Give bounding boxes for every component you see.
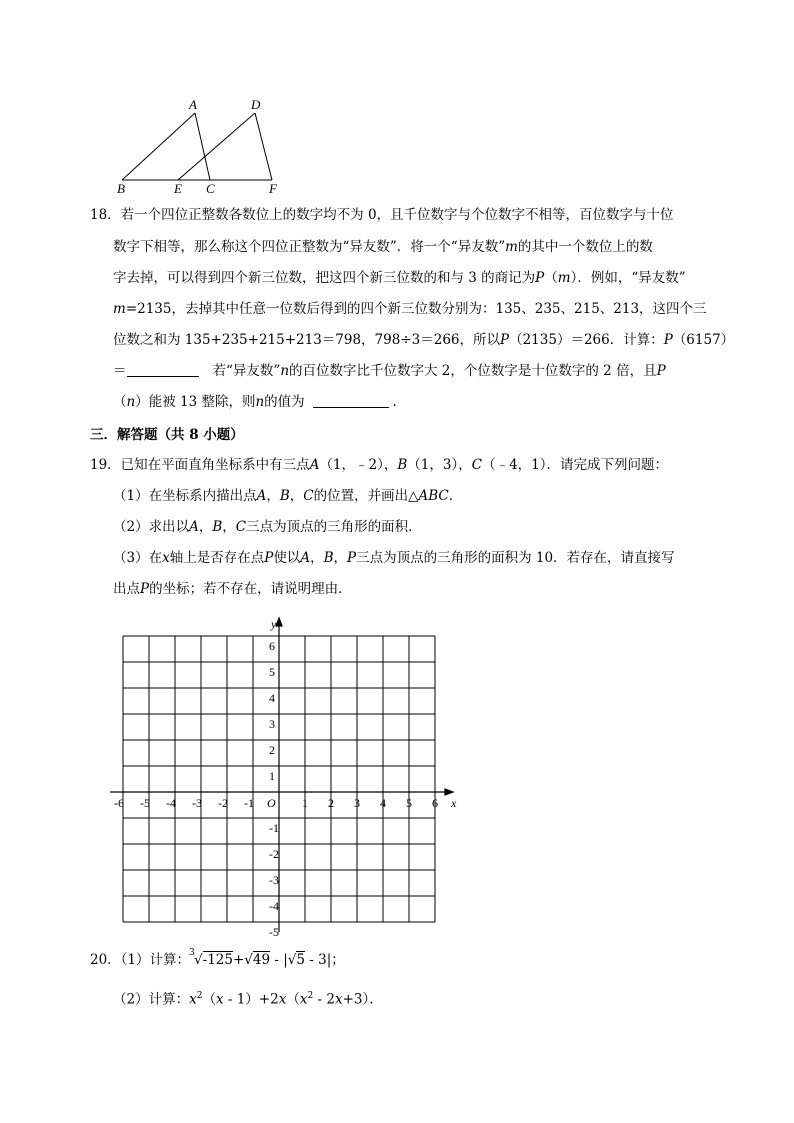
text: （2）求出以 — [113, 519, 190, 535]
text: （﹣4，1）．请完成下列问题： — [482, 457, 669, 473]
q18-line-5 — [113, 331, 734, 349]
label-e: E — [174, 181, 182, 196]
text: 的百位数字比千位数字大 2，个位数字是十位数字的 2 倍，且 — [289, 363, 657, 379]
text: （3）在 — [113, 550, 163, 566]
text: 20．（1）计算： — [90, 952, 191, 968]
radical-icon: √ — [244, 952, 253, 968]
var-x: x — [162, 550, 170, 566]
x-tick-label: -5 — [140, 796, 150, 810]
q18-line-6 — [113, 362, 666, 380]
text: ， — [289, 488, 304, 504]
text: + — [232, 952, 245, 968]
triangle-abc: ABC — [418, 488, 449, 504]
point-b: B — [279, 488, 290, 504]
x-tick-label: 3 — [354, 796, 360, 810]
point-b: B — [212, 519, 223, 535]
q19-sub-3 — [113, 549, 675, 567]
radical-icon: √ — [194, 952, 203, 968]
y-tick-label: 2 — [269, 743, 275, 757]
segment-ab — [122, 113, 195, 180]
text: 字去掉，可以得到四个新三位数，把这四个新三位数的和与 3 的商记为 — [113, 270, 536, 286]
text: 的其中一个数位上的数 — [517, 239, 653, 255]
y-tick-label: -2 — [269, 847, 279, 861]
text: （2）计算： — [113, 991, 190, 1008]
point-a: A — [256, 488, 267, 504]
point-p: P — [346, 550, 357, 566]
x-tick-label: -4 — [166, 796, 176, 810]
text: （1，﹣2）， — [319, 457, 398, 473]
var-x: x — [334, 991, 343, 1008]
var-x: x — [278, 991, 287, 1008]
text: 位数之和为 135+235+215+213＝798，798÷3＝266，所以 — [113, 332, 500, 348]
point-p: P — [140, 581, 150, 597]
point-a: A — [300, 550, 311, 566]
y-tick-label: -5 — [269, 925, 279, 938]
text: +3）． — [342, 991, 383, 1008]
label-d: D — [251, 97, 261, 112]
triangle-figure — [108, 96, 298, 196]
x-tick-label: -3 — [192, 796, 202, 810]
text: 三点为顶点的三角形的面积． — [246, 519, 422, 535]
text: （6157） — [672, 332, 735, 348]
text: 使以 — [273, 550, 301, 566]
var-x: x — [189, 991, 197, 1008]
origin-label: O — [267, 796, 276, 810]
x-tick-label: 4 — [380, 796, 386, 810]
q19-line-1 — [90, 456, 668, 474]
text: 的坐标；若不存在，请说明理由． — [149, 581, 352, 597]
segment-ac — [195, 113, 210, 180]
text: - 2 — [313, 991, 335, 1008]
point-a: A — [309, 457, 320, 473]
text: 数字下相等，那么称这个四位正整数为“异友数”．将一个“异友数” — [113, 239, 506, 255]
text: 轴上是否存在点 — [169, 550, 265, 566]
var-p: P — [535, 270, 545, 286]
q18-line-4 — [113, 300, 707, 318]
answer-blank-2[interactable] — [313, 393, 389, 408]
segment-ed — [178, 113, 255, 180]
point-c: C — [471, 457, 483, 473]
x-axis-arrow-icon — [445, 789, 453, 795]
y-tick-label: -3 — [269, 873, 279, 887]
var-x: x — [299, 991, 308, 1008]
text: （ — [286, 991, 300, 1008]
label-f: F — [269, 181, 277, 196]
y-tick-label: -4 — [269, 899, 279, 913]
point-b: B — [323, 550, 334, 566]
x-tick-label: -2 — [218, 796, 228, 810]
text: （2135）＝266．计算： — [509, 332, 664, 348]
x-tick-label: -1 — [244, 796, 254, 810]
point-p: P — [264, 550, 274, 566]
var-m: m — [113, 301, 126, 317]
var-x: x — [215, 991, 224, 1008]
text: ， — [266, 488, 280, 504]
text: （ — [544, 270, 558, 286]
var-p: P — [500, 332, 510, 348]
q19-sub-3-cont — [113, 580, 352, 598]
text: （1，3）， — [407, 457, 472, 473]
text: （ — [113, 394, 127, 410]
var-m: m — [505, 239, 518, 255]
text: ＝ — [113, 363, 127, 379]
section-heading: 三．解答题（共 8 小题） — [90, 427, 244, 443]
point-b: B — [397, 457, 408, 473]
var-n: n — [126, 394, 136, 410]
exponent: 2 — [307, 991, 314, 1001]
q18-line-3 — [113, 269, 686, 287]
text: ， — [333, 550, 347, 566]
y-axis-label: y — [271, 617, 277, 631]
q18-line-2 — [113, 238, 653, 256]
text: 的位置，并画出△ — [313, 488, 419, 504]
text: ）能被 13 整除，则 — [135, 394, 256, 410]
text: ， — [198, 519, 213, 535]
x-tick-label: 1 — [302, 796, 308, 810]
point-c: C — [303, 488, 314, 504]
text: 若“异友数” — [212, 363, 281, 379]
q19-sub-1 — [113, 487, 462, 505]
text: - 3|； — [305, 952, 345, 968]
q19-sub-2 — [113, 518, 422, 536]
text: - | — [270, 952, 288, 968]
point-a: A — [189, 519, 199, 535]
text: ． — [392, 394, 407, 410]
label-a: A — [189, 97, 197, 112]
y-tick-label: 6 — [269, 639, 275, 653]
q18-line-7 — [113, 393, 406, 411]
y-tick-label: 1 — [269, 769, 275, 783]
var-m: m — [557, 270, 571, 286]
radicand-2: 49 — [252, 952, 271, 968]
text: ． — [448, 488, 463, 504]
text: ， — [310, 550, 324, 566]
q18-line-1: 18．若一个四位正整数各数位上的数字均不为 0，且千位数字与个位数字不相等，百位数字与十位 — [90, 207, 674, 223]
text: 出点 — [113, 581, 140, 597]
y-tick-label: -1 — [269, 821, 279, 835]
radical-icon: √ — [287, 952, 297, 968]
exponent: 2 — [196, 991, 203, 1001]
point-c: C — [235, 519, 247, 535]
q20-part-2 — [113, 986, 383, 1010]
text: =2135，去掉其中任意一位数后得到的四个新三位数分别为：135、235、215、213，这四个三 — [125, 301, 707, 317]
var-p: P — [656, 363, 666, 379]
label-b: B — [117, 181, 125, 196]
var-p: P — [663, 332, 673, 348]
x-tick-label: 5 — [406, 796, 412, 810]
radicand-3: 5 — [296, 952, 305, 968]
y-tick-label: 4 — [269, 691, 275, 705]
coordinate-grid[interactable] — [110, 606, 470, 938]
x-tick-label: 6 — [432, 796, 438, 810]
text: ， — [222, 519, 236, 535]
segment-df — [255, 113, 272, 180]
text: 三点为顶点的三角形的面积为 10．若存在，请直接写 — [356, 550, 675, 566]
text: （1）在坐标系内描出点 — [113, 488, 257, 504]
q20-part-1 — [90, 950, 345, 970]
x-tick-label: 2 — [328, 796, 334, 810]
x-axis-label: x — [451, 796, 457, 810]
text: - 1）+2 — [223, 991, 279, 1008]
text: ）．例如，“异友数” — [570, 270, 686, 286]
y-tick-label: 3 — [269, 717, 275, 731]
var-n: n — [280, 363, 290, 379]
var-n: n — [255, 394, 265, 410]
label-c: C — [206, 181, 215, 196]
y-tick-label: 5 — [269, 665, 275, 679]
text: 的值为 — [264, 394, 305, 410]
x-tick-label: -6 — [114, 796, 124, 810]
text: 19．已知在平面直角坐标系中有三点 — [90, 457, 310, 473]
cube-root-index: 3 — [189, 948, 195, 958]
text: （ — [202, 991, 216, 1008]
answer-blank-1[interactable] — [127, 362, 199, 377]
y-axis-arrow-icon — [276, 618, 282, 626]
radicand-1: -125 — [202, 952, 233, 968]
